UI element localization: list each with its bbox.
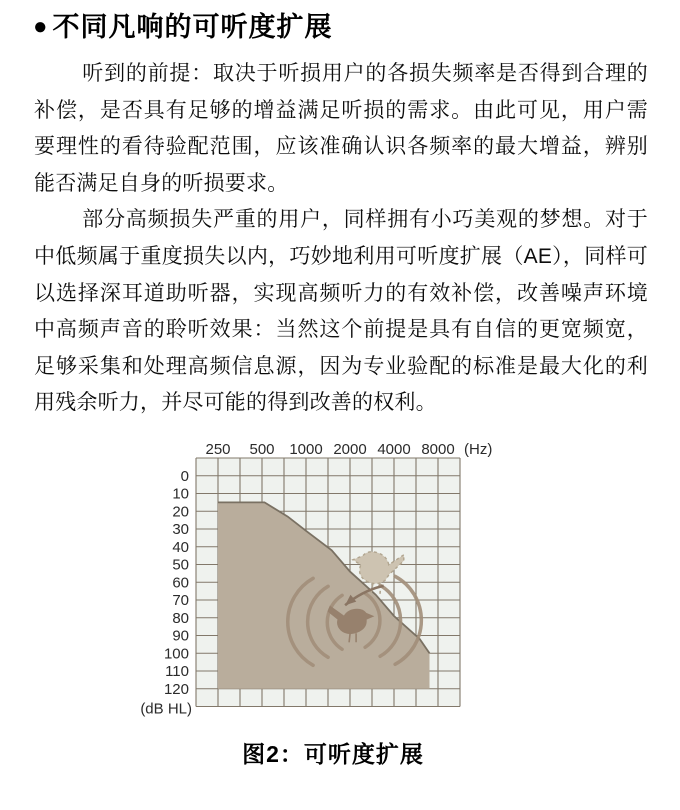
y-tick-label: 0 [180,467,189,485]
x-tick-label: 4000 [377,442,411,458]
x-tick-label: 500 [249,442,275,458]
x-tick-label: 250 [205,442,231,458]
y-tick-label: 60 [172,574,189,592]
y-tick-label: 120 [163,680,189,698]
y-axis-unit-label: (dB HL) [140,700,192,718]
bullet-icon: ● [33,13,49,40]
paragraph-2: 部分高频损失严重的用户，同样拥有小巧美观的梦想。对于中低频属于重度损失以内，巧妙地利用可听度扩展（AE），同样可以选择深耳道助听器，实现高频听力的有效补偿，改善噪声环境中高频声音的聆听效果：当然这个前提是具有自信的更宽频宽，足够采集和处理高频信息源，因为专业验配的标准是最大化的利用残余听力，并尽可能的得到改善的权利。 [34,208,648,415]
audiogram-chart [130,443,570,728]
x-tick-label: 8000 [421,442,455,458]
y-tick-label: 90 [172,627,189,645]
y-tick-label: 50 [172,556,189,574]
page-title [33,10,680,44]
y-tick-label: 30 [172,520,189,538]
x-axis-unit-label: (Hz) [464,442,493,458]
page-title-text: 不同凡响的可听度扩展 [52,12,333,42]
y-tick-label: 110 [165,662,189,680]
paragraph-1: 听到的前提：取决于听损用户的各损失频率是否得到合理的补偿，是否具有足够的增益满足听损的需求。由此可见，用户需要理性的看待验配范围，应该准确认识各频率的最大增益，辨别能否满足自身的听损要求。 [34,62,648,195]
figure-caption: 图2：可听度扩展 [242,740,424,767]
y-tick-label: 20 [172,503,189,521]
x-tick-label: 2000 [333,442,367,458]
y-tick-label: 80 [172,609,189,627]
y-tick-label: 70 [172,591,189,609]
y-tick-label: 40 [172,538,189,556]
y-tick-label: 100 [163,645,189,663]
x-tick-label: 1000 [289,442,323,458]
y-tick-label: 10 [172,485,189,503]
audiogram-figure [0,443,680,769]
